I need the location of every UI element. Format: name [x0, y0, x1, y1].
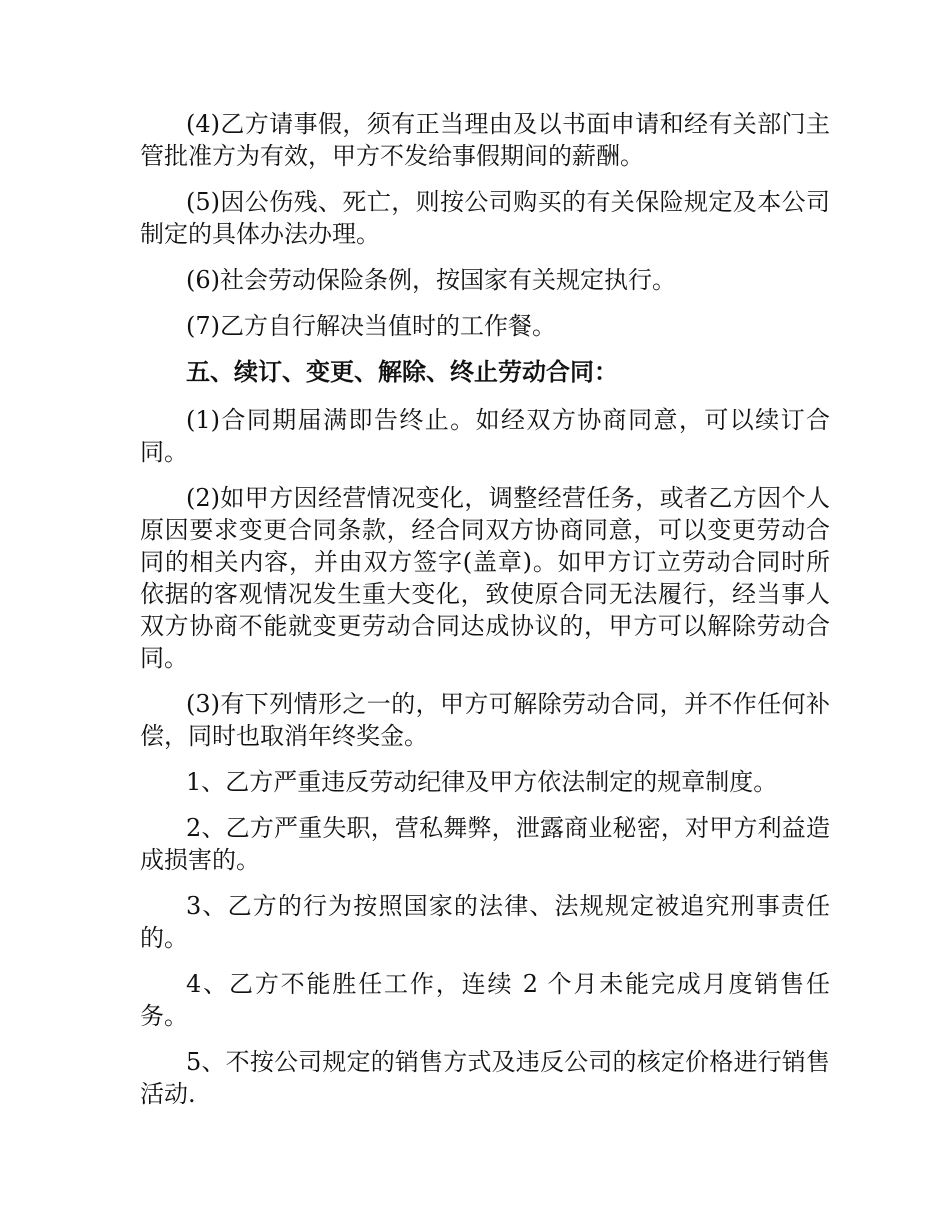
- list-item-discipline: 1、乙方严重违反劳动纪律及甲方依法制定的规章制度。: [186, 768, 778, 796]
- paragraph-social-insurance: (6)社会劳动保险条例，按国家有关规定执行。: [186, 266, 676, 294]
- paragraph-sick-leave: (4)乙方请事假，须有正当理由及以书面申请和经有关部门主管批准方为有效，甲方不发给事假期间的薪酬。: [140, 110, 830, 170]
- section-heading-contract-changes: 五、续订、变更、解除、终止劳动合同：: [186, 358, 618, 386]
- list-item-criminal: 3、乙方的行为按照国家的法律、法规规定被追究刑事责任的。: [140, 892, 830, 952]
- paragraph-meals: (7)乙方自行解决当值时的工作餐。: [186, 312, 556, 340]
- paragraph-injury: (5)因公伤残、死亡，则按公司购买的有关保险规定及本公司制定的具体办法办理。: [140, 188, 830, 248]
- paragraph-termination-conditions: (3)有下列情形之一的，甲方可解除劳动合同，并不作任何补偿，同时也取消年终奖金。: [140, 690, 830, 750]
- document-page: [140, 108, 830, 1124]
- list-item-pricing-violation: 5、不按公司规定的销售方式及违反公司的核定价格进行销售活动.: [140, 1048, 830, 1108]
- paragraph-contract-change: (2)如甲方因经营情况变化，调整经营任务，或者乙方因个人原因要求变更合同条款，经合同双方协商同意，可以变更劳动合同的相关内容，并由双方签字(盖章)。如甲方订立劳动合同时所依据的客观情况发生重大变化，致使原合同无法履行，经当事人双方协商不能就变更劳动合同达成协议的，甲方可以解除劳动合同。: [140, 484, 830, 672]
- list-item-performance: 4、乙方不能胜任工作，连续 2 个月未能完成月度销售任务。: [140, 970, 830, 1030]
- list-item-misconduct: 2、乙方严重失职，营私舞弊，泄露商业秘密，对甲方利益造成损害的。: [140, 814, 830, 874]
- paragraph-contract-expiry: (1)合同期届满即告终止。如经双方协商同意，可以续订合同。: [140, 406, 830, 466]
